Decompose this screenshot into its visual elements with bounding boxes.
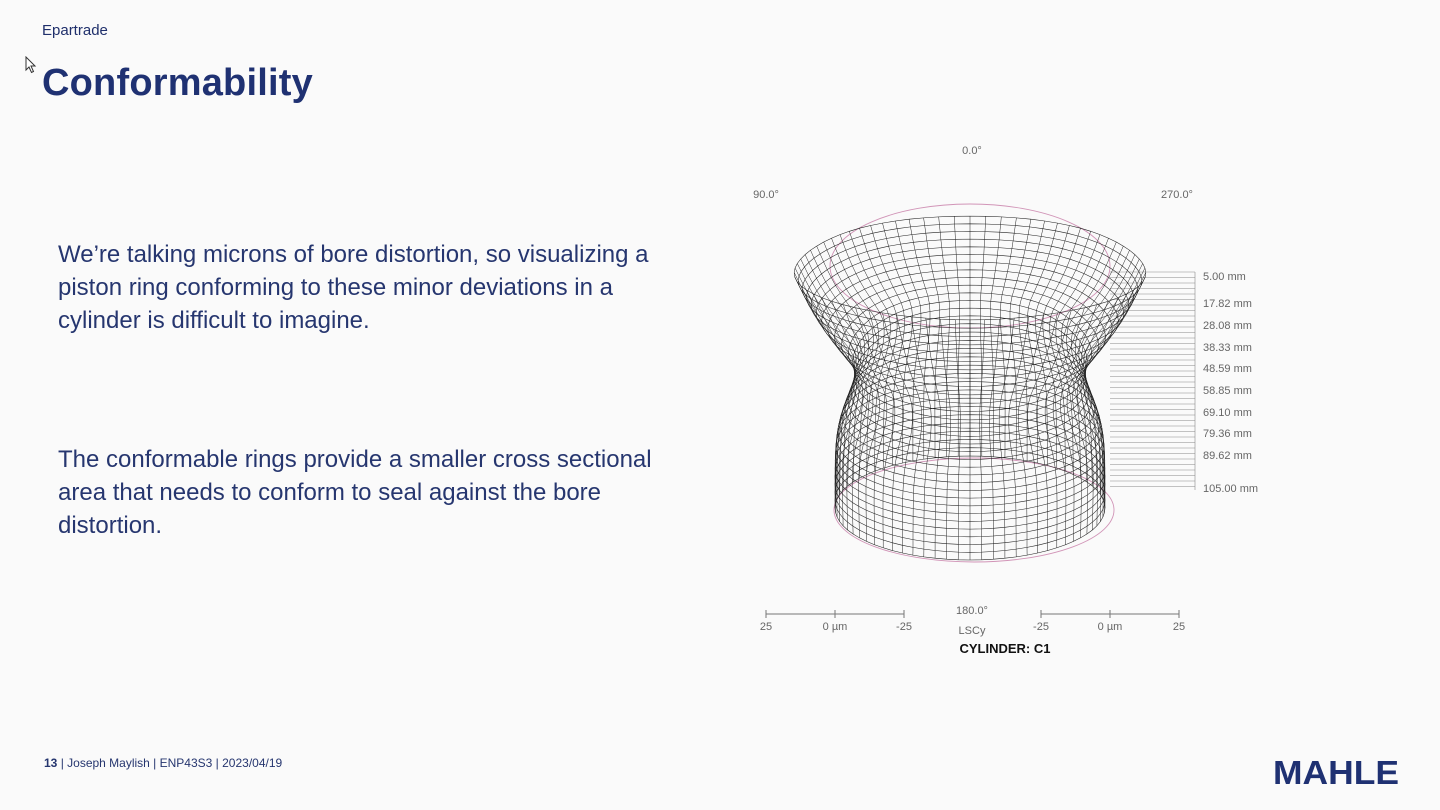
mesh-generator (999, 318, 1014, 558)
depth-label: 69.10 mm (1203, 407, 1252, 419)
angle-top-label: 0.0° (962, 145, 982, 157)
mesh-generator (1077, 290, 1134, 530)
scale-left-tick: 0 µm (822, 621, 848, 633)
depth-label: 5.00 mm (1203, 271, 1246, 283)
scale-left (766, 610, 904, 618)
mesh-generator (939, 217, 950, 457)
mesh-generator (806, 290, 863, 530)
mesh-generator (794, 273, 854, 513)
footer (44, 756, 282, 770)
depth-label: 89.62 mm (1203, 450, 1252, 462)
body-paragraph-2: The conformable rings provide a smaller cross sectional area that needs to conform to seal against the bore distortion. (58, 446, 652, 539)
footer-text: | Joseph Maylish | ENP43S3 | 2023/04/19 (57, 756, 283, 770)
depth-label: 38.33 mm (1203, 342, 1252, 354)
scale-left-tick: -25 (896, 621, 912, 633)
angle-right-label: 270.0° (1161, 189, 1193, 201)
mesh-generator (1082, 259, 1140, 499)
header-label: Epartrade (42, 22, 108, 39)
scale-right-tick: 0 µm (1097, 621, 1123, 633)
depth-label: 58.85 mm (1203, 385, 1252, 397)
mesh-generator (991, 217, 1002, 457)
scale-right (1041, 610, 1179, 618)
mesh-generator (926, 318, 941, 558)
mesh-generator (1086, 273, 1146, 513)
mesh-generator (941, 319, 951, 559)
wireframe-mesh (794, 216, 1146, 560)
depth-labels (1203, 271, 1258, 495)
center-label: LSCy (958, 625, 986, 637)
page-number: 13 (44, 756, 58, 770)
mesh-generator (801, 259, 859, 499)
depth-label: 17.82 mm (1203, 298, 1252, 310)
depth-label: 79.36 mm (1203, 428, 1252, 440)
depth-label: 48.59 mm (1203, 363, 1252, 375)
reference-cylinder (830, 204, 1114, 562)
body-paragraph-1: We’re talking microns of bore distortion, so visualizing a piston ring conforming to these minor deviations in a cylinder is difficult to imagine. (58, 241, 649, 334)
scale-right-tick: 25 (1172, 621, 1186, 633)
depth-label: 105.00 mm (1203, 483, 1259, 495)
mahle-logo (1270, 754, 1402, 790)
depth-label: 28.08 mm (1203, 320, 1252, 332)
mouse-cursor-icon (25, 56, 37, 74)
mesh-generator (924, 218, 940, 458)
mesh-generator (817, 246, 869, 486)
mesh-generator (990, 319, 1000, 559)
mesh-generator (1000, 218, 1016, 458)
depth-ruler (1110, 272, 1195, 490)
angle-bottom-label: 180.0° (956, 605, 988, 617)
mesh-generator (1071, 246, 1123, 486)
angle-left-label: 90.0° (753, 189, 779, 201)
figure-caption: CYLINDER: C1 (959, 641, 1051, 656)
bore-distortion-figure (740, 138, 1300, 668)
logo-text: MAHLE (1273, 754, 1399, 790)
scale-left-tick: 25 (759, 621, 773, 633)
slide-title: Conformability (42, 62, 313, 104)
scale-right-tick: -25 (1033, 621, 1049, 633)
